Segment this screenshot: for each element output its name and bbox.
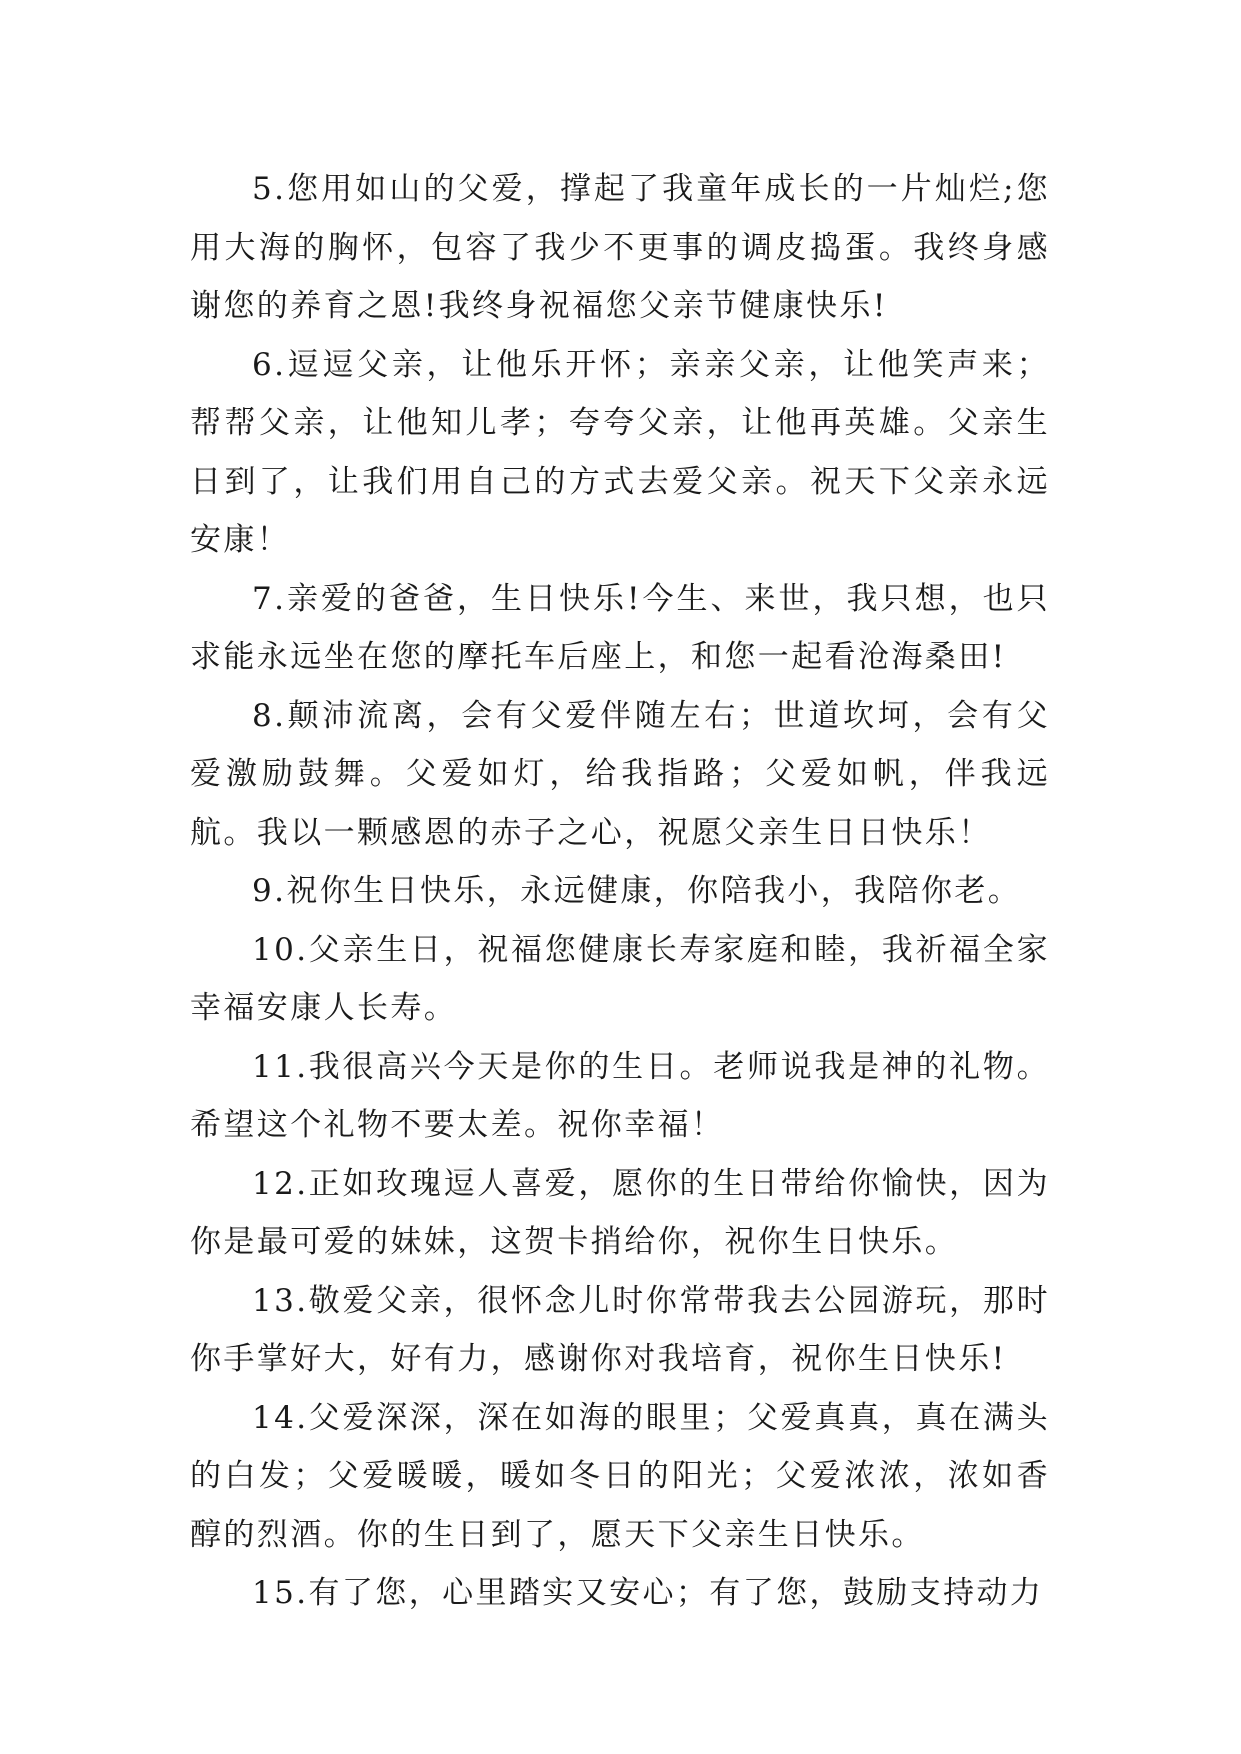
paragraph-7: 7.亲爱的爸爸，生日快乐!今生、来世，我只想，也只求能永远坐在您的摩托车后座上，和您一起看沧海桑田! (190, 580, 1050, 675)
paragraph-9: 9.祝你生日快乐，永远健康，你陪我小，我陪你老。 (252, 873, 1022, 909)
paragraph-11: 11.我很高兴今天是你的生日。老师说我是神的礼物。希望这个礼物不要太差。祝你幸福！ (190, 1048, 1050, 1143)
paragraph-13: 13.敬爱父亲，很怀念儿时你常带我去公园游玩，那时你手掌好大，好有力，感谢你对我培育，祝你生日快乐! (190, 1282, 1050, 1377)
paragraph-6: 6.逗逗父亲，让他乐开怀；亲亲父亲，让他笑声来；帮帮父亲，让他知儿孝；夸夸父亲，让他再英雄。父亲生日到了，让我们用自己的方式去爱父亲。祝天下父亲永远安康！ (190, 346, 1050, 558)
paragraph-8: 8.颠沛流离，会有父爱伴随左右；世道坎坷，会有父爱激励鼓舞。父爱如灯，给我指路；父爱如帆，伴我远航。我以一颗感恩的赤子之心，祝愿父亲生日日快乐！ (190, 697, 1050, 851)
paragraph-12: 12.正如玫瑰逗人喜爱，愿你的生日带给你愉快，因为你是最可爱的妹妹，这贺卡捎给你，祝你生日快乐。 (190, 1165, 1050, 1260)
document-body (190, 160, 1050, 1623)
paragraph-15: 15.有了您，心里踏实又安心；有了您，鼓励支持动力 (252, 1575, 1044, 1611)
paragraph-5: 5.您用如山的父爱，撑起了我童年成长的一片灿烂;您用大海的胸怀，包容了我少不更事的调皮捣蛋。我终身感谢您的养育之恩!我终身祝福您父亲节健康快乐! (190, 171, 1050, 324)
paragraph-14: 14.父爱深深，深在如海的眼里；父爱真真，真在满头的白发；父爱暖暖，暖如冬日的阳光；父爱浓浓，浓如香醇的烈酒。你的生日到了，愿天下父亲生日快乐。 (190, 1399, 1050, 1553)
paragraph-10: 10.父亲生日，祝福您健康长寿家庭和睦，我祈福全家幸福安康人长寿。 (190, 931, 1050, 1026)
